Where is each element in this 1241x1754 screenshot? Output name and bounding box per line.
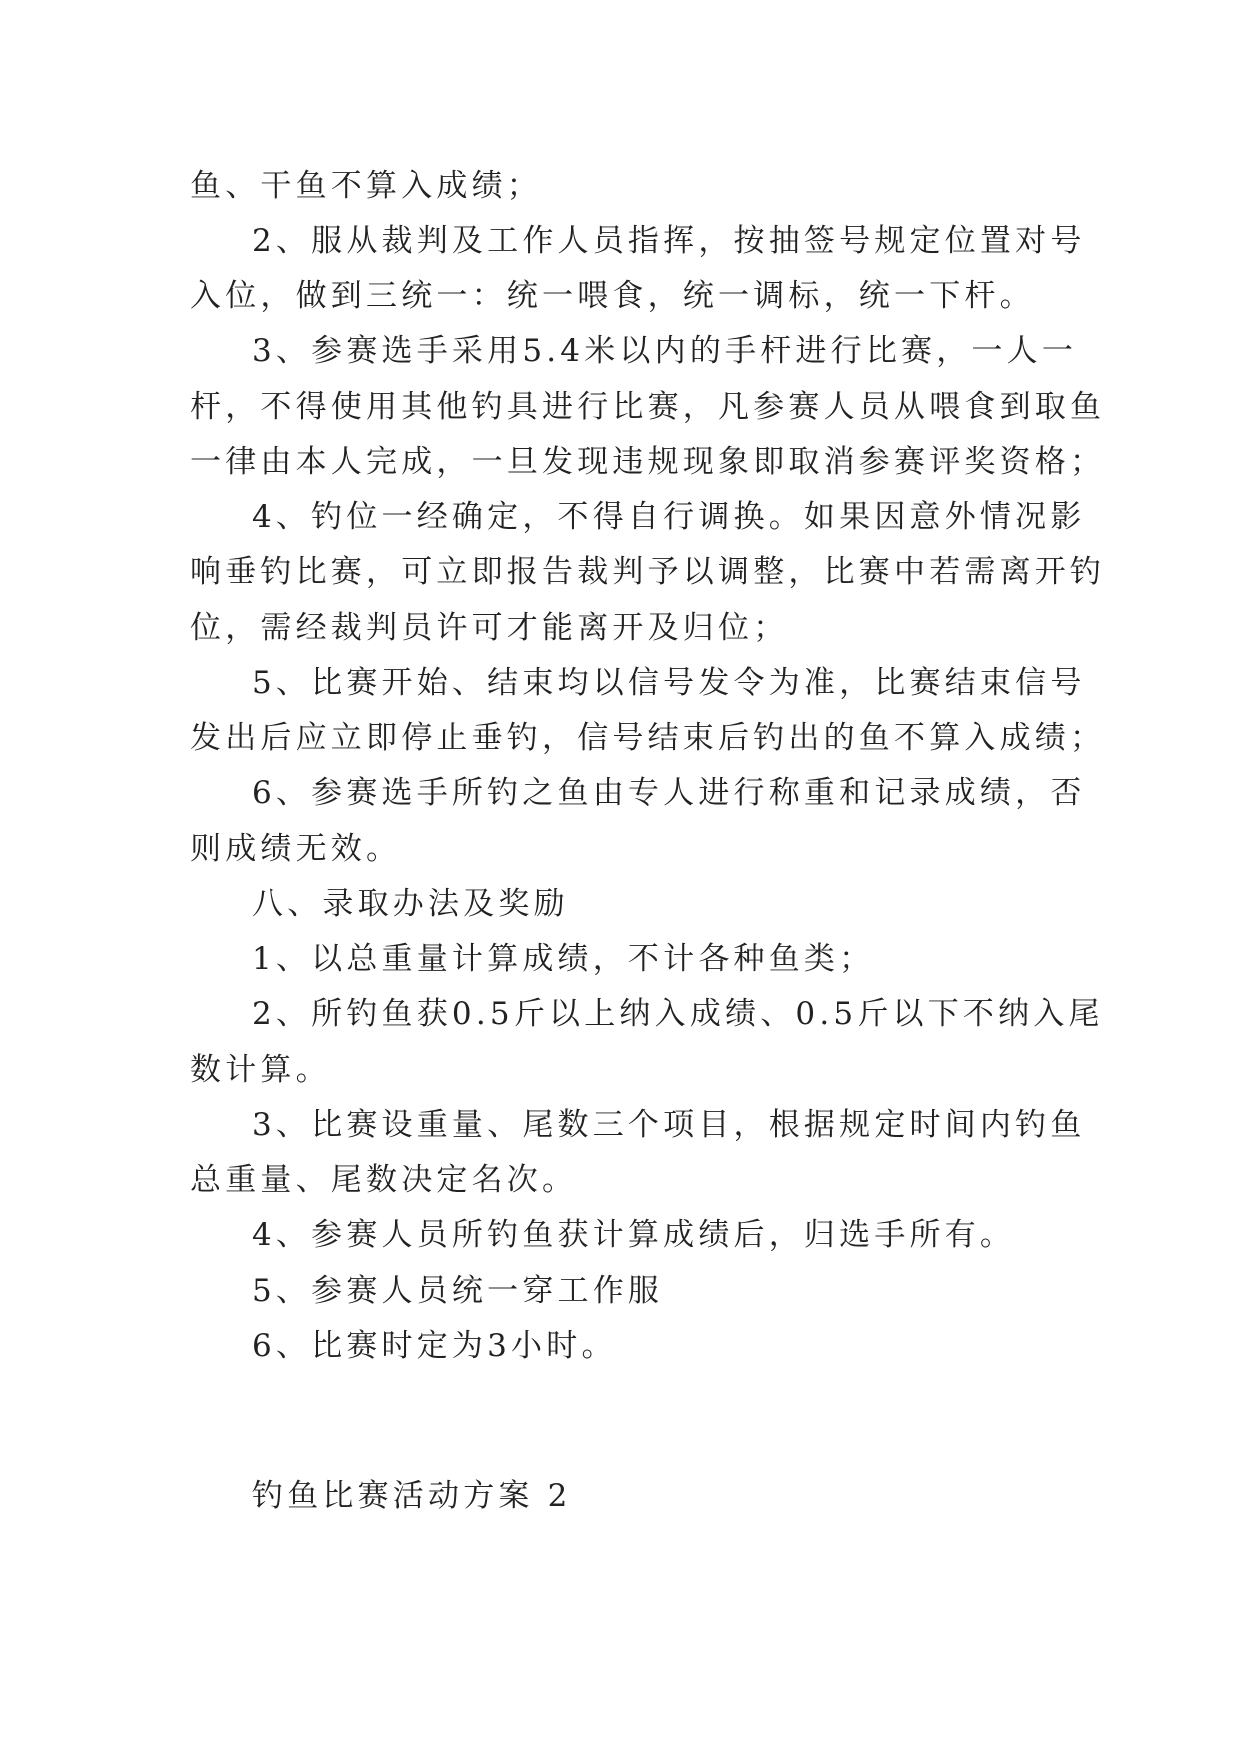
text-line: 2、服从裁判及工作人员指挥，按抽签号规定位置对号 [252, 223, 1086, 259]
text-line: 6、参赛选手所钓之鱼由专人进行称重和记录成绩，否 [252, 775, 1086, 811]
text-line: 3、参赛选手采用5.4米以内的手杆进行比赛，一人一 [252, 333, 1078, 369]
text-line: 6、比赛时定为3小时。 [252, 1328, 617, 1364]
text-line: 总重量、尾数决定名次。 [190, 1162, 578, 1198]
text-line: 入位，做到三统一：统一喂食，统一调标，统一下杆。 [190, 278, 1035, 314]
text-line: 2、所钓鱼获0.5斤以上纳入成绩、0.5斤以下不纳入尾 [252, 996, 1104, 1032]
text-line: 鱼、干鱼不算入成绩； [190, 168, 542, 204]
document-title: 钓鱼比赛活动方案 2 [252, 1478, 572, 1514]
text-line: 5、比赛开始、结束均以信号发令为准，比赛结束信号 [252, 665, 1086, 701]
text-line: 杆，不得使用其他钓具进行比赛，凡参赛人员从喂食到取鱼 [190, 389, 1106, 425]
text-line: 3、比赛设重量、尾数三个项目，根据规定时间内钓鱼 [252, 1107, 1086, 1143]
text-line: 发出后应立即停止垂钓，信号结束后钓出的鱼不算入成绩； [190, 720, 1106, 756]
text-line: 响垂钓比赛，可立即报告裁判予以调整，比赛中若需离开钓 [190, 554, 1106, 590]
text-line: 1、以总重量计算成绩，不计各种鱼类； [252, 941, 875, 977]
section-heading: 八、录取办法及奖励 [252, 886, 569, 922]
text-line: 则成绩无效。 [190, 831, 402, 867]
text-line: 数计算。 [190, 1052, 331, 1088]
text-line: 位，需经裁判员许可才能离开及归位； [190, 610, 789, 646]
text-line: 4、钓位一经确定，不得自行调换。如果因意外情况影 [252, 499, 1086, 535]
text-line: 5、参赛人员统一穿工作服 [252, 1273, 664, 1309]
text-line: 4、参赛人员所钓鱼获计算成绩后，归选手所有。 [252, 1217, 1016, 1253]
text-line: 一律由本人完成，一旦发现违规现象即取消参赛评奖资格； [190, 444, 1106, 480]
